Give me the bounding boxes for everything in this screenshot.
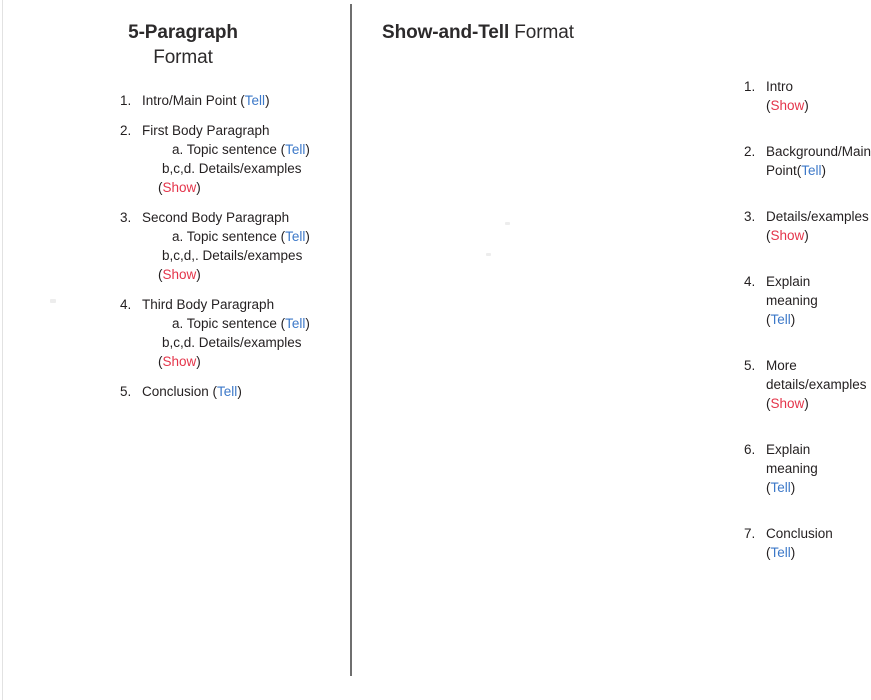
list-item-line-a xyxy=(142,140,350,159)
list-item-number: 1. xyxy=(120,93,132,108)
list-item-line-main xyxy=(142,208,350,227)
tag-parenthesis: ) xyxy=(265,93,270,108)
tag-parenthesis: ( xyxy=(158,180,163,195)
list-item-number: 7. xyxy=(744,526,756,541)
column-title-five-paragraph xyxy=(16,0,350,70)
show-tag: Show xyxy=(162,354,197,369)
format-list-five-paragraph xyxy=(120,91,350,401)
list-item-line-a xyxy=(142,227,350,246)
line-text: Second Body Paragraph xyxy=(142,210,290,225)
tag-parenthesis: ( xyxy=(766,396,771,411)
line-text: Third Body Paragraph xyxy=(142,297,275,312)
list-item-line-tag xyxy=(142,265,350,284)
tell-tag: Tell xyxy=(244,93,266,108)
line-text: Details/examples xyxy=(766,209,869,224)
list-item-line-main xyxy=(142,91,350,110)
list-item-number: 2. xyxy=(120,123,132,138)
list-item xyxy=(744,77,809,115)
list-item-line-bcd xyxy=(142,333,350,352)
line-text: More details/examples xyxy=(766,358,867,392)
tag-parenthesis: ) xyxy=(305,229,310,244)
tag-parenthesis: ( xyxy=(766,98,771,113)
show-tag: Show xyxy=(162,180,197,195)
tag-parenthesis: ( xyxy=(158,354,163,369)
list-item xyxy=(120,208,350,284)
list-item-number: 1. xyxy=(744,79,756,94)
show-tag: Show xyxy=(770,396,805,411)
column-title-bold-part: Show-and-Tell xyxy=(382,22,510,43)
show-tag: Show xyxy=(162,267,197,282)
column-show-and-tell xyxy=(352,0,871,589)
line-text: a. Topic sentence xyxy=(172,316,281,331)
list-item-number: 4. xyxy=(120,297,132,312)
tag-parenthesis: ) xyxy=(305,316,310,331)
column-title-bold-part: 5-Paragraph xyxy=(128,22,238,43)
column-five-paragraph xyxy=(0,0,350,412)
column-title-regular-part: Format xyxy=(153,47,213,68)
line-text: b,c,d. Details/examples xyxy=(162,335,302,350)
tag-parenthesis: ) xyxy=(821,163,827,178)
list-item xyxy=(744,272,818,329)
tag-parenthesis: ) xyxy=(196,354,201,369)
list-item-line-a xyxy=(142,314,350,333)
list-item xyxy=(120,121,350,197)
tag-parenthesis: ( xyxy=(766,312,771,327)
tell-tag: Tell xyxy=(801,163,822,178)
list-item-line-main xyxy=(142,295,350,314)
list-item xyxy=(120,295,350,371)
list-item-number: 4. xyxy=(744,274,756,289)
tag-parenthesis: ( xyxy=(766,545,771,560)
list-item xyxy=(744,524,833,562)
tell-tag: Tell xyxy=(770,480,791,495)
list-item-number: 2. xyxy=(744,144,756,159)
tag-parenthesis: ) xyxy=(790,545,796,560)
show-tag: Show xyxy=(770,228,805,243)
tell-tag: Tell xyxy=(770,312,791,327)
list-item xyxy=(120,91,350,110)
tag-parenthesis: ( xyxy=(280,316,286,331)
list-item-line-tag xyxy=(142,352,350,371)
list-item-line-tag xyxy=(142,178,350,197)
tag-parenthesis: ) xyxy=(804,98,809,113)
list-item-number: 3. xyxy=(744,209,756,224)
list-item-number: 6. xyxy=(744,442,756,457)
line-text: Intro/Main Point xyxy=(142,93,241,108)
tag-parenthesis: ( xyxy=(158,267,163,282)
tag-parenthesis: ( xyxy=(280,142,286,157)
tag-parenthesis: ) xyxy=(804,396,809,411)
tell-tag: Tell xyxy=(285,316,306,331)
list-item-line-bcd xyxy=(142,159,350,178)
tag-parenthesis: ) xyxy=(237,384,242,399)
list-item xyxy=(744,356,867,413)
tag-parenthesis: ( xyxy=(212,384,218,399)
line-text: b,c,d,. Details/exampes xyxy=(162,248,303,263)
tag-parenthesis: ) xyxy=(790,480,796,495)
line-text: Conclusion xyxy=(142,384,213,399)
tag-parenthesis: ) xyxy=(790,312,796,327)
list-item xyxy=(120,382,350,401)
tell-tag: Tell xyxy=(285,142,306,157)
tag-parenthesis: ( xyxy=(796,163,802,178)
line-text: a. Topic sentence xyxy=(172,229,281,244)
line-text: Intro xyxy=(766,79,794,94)
column-title-regular-part: Format xyxy=(509,22,574,43)
list-item xyxy=(744,440,818,497)
tag-parenthesis: ) xyxy=(305,142,310,157)
tag-parenthesis: ) xyxy=(196,180,201,195)
line-text: Explain meaning xyxy=(766,442,818,476)
tag-parenthesis: ( xyxy=(766,228,771,243)
show-tag: Show xyxy=(770,98,805,113)
line-text: a. Topic sentence xyxy=(172,142,281,157)
tag-parenthesis: ( xyxy=(280,229,286,244)
list-item-line-bcd xyxy=(142,246,350,265)
list-item-line-main xyxy=(142,121,350,140)
tag-parenthesis: ( xyxy=(240,93,245,108)
tag-parenthesis: ) xyxy=(196,267,201,282)
tell-tag: Tell xyxy=(217,384,238,399)
tell-tag: Tell xyxy=(285,229,306,244)
line-text: Conclusion xyxy=(766,526,833,541)
list-item-number: 5. xyxy=(744,358,756,373)
list-item-number: 5. xyxy=(120,384,132,399)
line-text: b,c,d. Details/examples xyxy=(162,161,302,176)
tag-parenthesis: ( xyxy=(766,480,771,495)
list-item-number: 3. xyxy=(120,210,132,225)
line-text: Explain meaning xyxy=(766,274,818,308)
line-text: First Body Paragraph xyxy=(142,123,270,138)
list-item xyxy=(744,207,869,245)
list-item-line-main xyxy=(142,382,350,401)
line-text: Background/Main Point xyxy=(766,144,871,178)
tell-tag: Tell xyxy=(770,545,791,560)
list-item xyxy=(744,142,871,180)
column-title-show-and-tell xyxy=(382,0,700,45)
tag-parenthesis: ) xyxy=(804,228,809,243)
